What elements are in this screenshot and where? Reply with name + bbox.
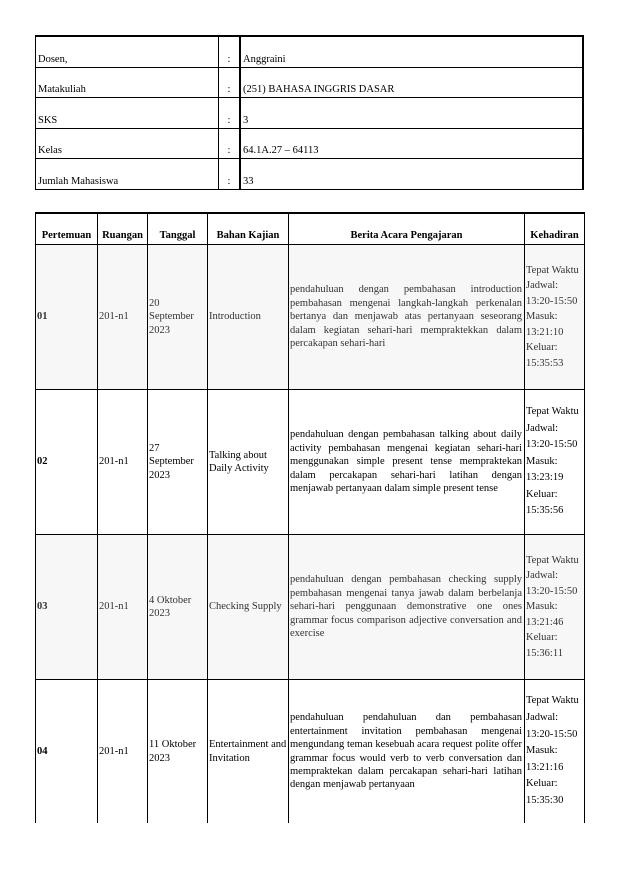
course-info-table [35,35,584,190]
header-bahan-kajian: Bahan Kajian [208,213,289,245]
info-separator: : [219,128,241,159]
cell-ruangan: 201-n1 [98,535,148,680]
table-row [36,390,585,535]
cell-kehadiran: Tepat Waktu Jadwal: 13:20-15:50 Masuk: 13:21:16 Keluar: 15:35:30 [525,680,585,824]
cell-berita-acara: pendahuluan dengan pembahasan introduction pembahasan mengenai langkah-langkah perkenalan bertanya dan menjawab atas pertanyaan seseorang dalam kegiatan sehari-hari mempraktekkan dalam percakapan sehari-hari [289,245,525,390]
cell-bahan-kajian: Talking about Daily Activity [208,390,289,535]
cell-pertemuan: 02 [36,390,98,535]
cell-kehadiran: Tepat Waktu Jadwal: 13:20-15:50 Masuk: 13:23:19 Keluar: 15:35:56 [525,390,585,535]
info-separator: : [219,98,241,129]
info-label: Matakuliah [36,67,219,98]
cell-tanggal: 4 Oktober 2023 [148,535,208,680]
header-kehadiran: Kehadiran [525,213,585,245]
header-pertemuan: Pertemuan [36,213,98,245]
cell-ruangan: 201-n1 [98,390,148,535]
info-label: Dosen, [36,36,219,67]
cell-pertemuan: 04 [36,680,98,824]
cell-bahan-kajian: Checking Supply [208,535,289,680]
cell-berita-acara: pendahuluan pendahuluan dan pembahasan entertainment invitation pembahasan mengenai mengundang teman kesebuah acara request polite offer grammar focus would verb to verb conversation dan mempraktekan dalam percakapan sehari-hari latihan dengan menjawab pertanyaan [289,680,525,824]
cell-tanggal: 20 September 2023 [148,245,208,390]
info-label: SKS [36,98,219,129]
header-tanggal: Tanggal [148,213,208,245]
info-value: Anggraini [240,36,583,67]
cell-bahan-kajian: Introduction [208,245,289,390]
info-row-dosen [36,36,584,67]
info-separator: : [219,36,241,67]
info-separator: : [219,67,241,98]
info-label: Jumlah Mahasiswa [36,159,219,190]
cell-ruangan: 201-n1 [98,680,148,824]
cell-kehadiran: Tepat Waktu Jadwal: 13:20-15:50 Masuk: 13:21:10 Keluar: 15:35:53 [525,245,585,390]
cell-kehadiran: Tepat Waktu Jadwal: 13:20-15:50 Masuk: 13:21:46 Keluar: 15:36:11 [525,535,585,680]
cell-bahan-kajian: Entertainment and Invitation [208,680,289,824]
info-value: (251) BAHASA INGGRIS DASAR [240,67,583,98]
cell-pertemuan: 03 [36,535,98,680]
table-row [36,680,585,824]
cell-berita-acara: pendahuluan dengan pembahasan talking about daily activity pembahasan mengenai kegiatan sehari-hari menggunakan simple present tense mempraktekan dalam percakapan sehari-hari latihan dengan menjawab pertanyaan dalam simple present tense [289,390,525,535]
cell-ruangan: 201-n1 [98,245,148,390]
cell-tanggal: 27 September 2023 [148,390,208,535]
cell-berita-acara: pendahuluan dengan pembahasan checking supply pembahasan mengenai tanya jawab dalam berbelanja sehari-hari penggunaan demonstrative one ones grammar focus comparison adjective conversation and exercise [289,535,525,680]
info-value: 3 [240,98,583,129]
cell-pertemuan: 01 [36,245,98,390]
cell-tanggal: 11 Oktober 2023 [148,680,208,824]
teaching-log-table [35,212,585,823]
info-row-sks [36,98,584,129]
info-value: 64.1A.27 – 64113 [240,128,583,159]
info-row-kelas [36,128,584,159]
table-row [36,535,585,680]
info-row-matakuliah [36,67,584,98]
header-berita-acara: Berita Acara Pengajaran [289,213,525,245]
info-row-jumlah-mahasiswa [36,159,584,190]
table-header-row [36,213,585,245]
header-ruangan: Ruangan [98,213,148,245]
info-value: 33 [240,159,583,190]
info-label: Kelas [36,128,219,159]
info-separator: : [219,159,241,190]
table-row [36,245,585,390]
